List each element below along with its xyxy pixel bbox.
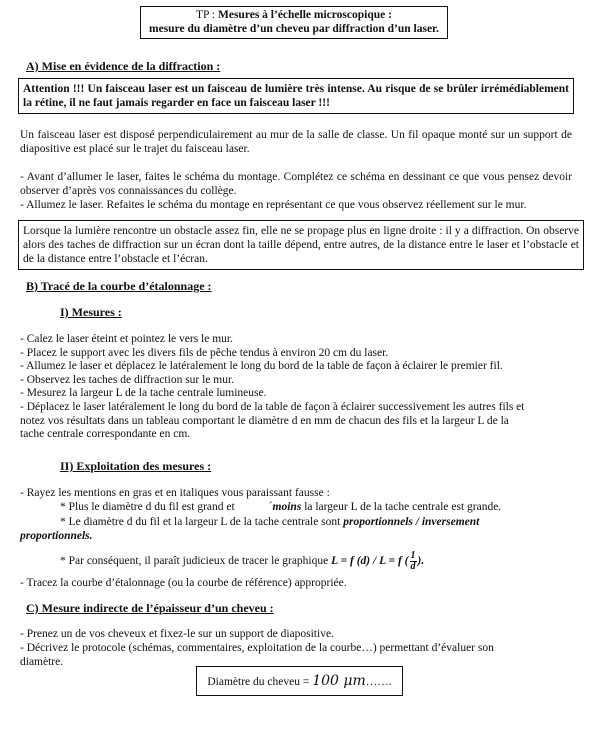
bullet-1-text-a: * Plus le diamètre d du fil est grand et: [60, 501, 235, 513]
section-a-heading: A) Mise en évidence de la diffraction :: [26, 59, 221, 73]
section-a-step1: - Avant d’allumer le laser, faites le schéma du montage. Complétez ce schéma en dessinant ce que vous pensez devoir observer d’après vos connaissances du collège.: [20, 171, 572, 197]
section-a-step2: - Allumez le laser. Refaites le schéma du montage en représentant ce que vous observez réellement sur le mur.: [20, 199, 527, 211]
bullet-1-choice: moins: [272, 501, 302, 513]
bullet-1-text-b: la largeur L de la tache centrale est grande.: [301, 501, 502, 513]
handwritten-answer: 100 μm: [312, 673, 366, 689]
fraction-numerator: 1: [410, 549, 416, 561]
answer-label: Diamètre du cheveu =: [207, 676, 313, 688]
mesures-list: [20, 333, 580, 442]
fraction-denominator: d: [410, 560, 416, 572]
bullet-3-text: * Par conséquent, il paraît judicieux de tracer le graphique: [60, 555, 332, 567]
section-b-heading: B) Tracé de la courbe d’étalonnage :: [26, 279, 212, 293]
list-item: notez vos résultats dans un tableau comportant le diamètre d en mm de chacun des fils et la largeur L de la: [20, 414, 509, 427]
list-item: - Déplacez le laser latéralement le long du bord de la table de façon à éclairer successivement les autres fils et: [20, 400, 525, 413]
list-item: - Mesurez la largeur L de la tache centrale lumineuse.: [20, 387, 267, 400]
section-c-item1: - Prenez un de vos cheveux et fixez-le sur un support de diapositive.: [20, 628, 334, 640]
subsection-mesures-heading: I) Mesures :: [60, 305, 122, 319]
bullet-2: [60, 516, 479, 530]
exploitation-end: - Tracez la courbe d’étalonnage (ou la courbe de référence) appropriée.: [20, 577, 347, 589]
list-item: - Observez les taches de diffraction sur le mur.: [20, 373, 235, 386]
bullet-2-continuation: proportionnels.: [20, 530, 93, 542]
bullet-3: [60, 550, 424, 572]
section-c-heading: C) Mesure indirecte de l’épaisseur d’un cheveu :: [26, 601, 274, 615]
exploitation-intro: - Rayez les mentions en gras et en italiques vous paraissant fausse :: [20, 487, 330, 499]
bullet-2-text: * Le diamètre d du fil et la largeur L de la tache centrale sont: [60, 516, 344, 528]
title-prefix: TP :: [196, 9, 218, 21]
subsection-exploitation-heading: II) Exploitation des mesures :: [60, 459, 212, 473]
bullet-1-mark: ´: [268, 501, 273, 513]
conclusion-box: Lorsque la lumière rencontre un obstacle assez fin, elle ne se propage plus en ligne droite : il y a diffraction. On observe alors des taches de diffraction sur un écran dont la taille dépend, entre autres, de la distance entre le laser et l’obstacle et de la distance entre l’obstacle et l’écran.: [18, 220, 584, 270]
bullet-1: [60, 501, 501, 515]
list-item: tache centrale correspondante en cm.: [20, 428, 191, 441]
list-item: - Placez le support avec les divers fils de pêche tendus à environ 20 cm du laser.: [20, 346, 389, 359]
section-c-item2: - Décrivez le protocole (schémas, commentaires, exploitation de la courbe…) permettant d’évaluer son: [20, 642, 494, 654]
title-line2: mesure du diamètre d’un cheveu par diffraction d’un laser.: [149, 23, 439, 35]
section-c-item2-continuation: diamètre.: [20, 656, 64, 668]
title-bold: Mesures à l’échelle microscopique :: [217, 9, 392, 21]
bullet-3-formula: L = f (d) / L = f (: [331, 555, 409, 567]
answer-dots: …….: [365, 676, 392, 688]
bullet-2-choice: proportionnels / inversement: [343, 516, 480, 528]
bullet-3-end: ).: [417, 555, 425, 567]
warning-box: Attention !!! Un faisceau laser est un faisceau de lumière très intense. Au risque de se brûler irrémédiablement la rétine, il ne faut jamais regarder en face un faisceau laser !!!: [18, 78, 574, 114]
title-box: [140, 6, 448, 39]
answer-box: [196, 666, 403, 696]
section-a-intro: Un faisceau laser est disposé perpendiculairement au mur de la salle de classe. Un fil opaque monté sur un support de diapositive est placé sur le trajet du faisceau laser.: [20, 129, 572, 155]
list-item: - Allumez le laser et déplacez le latéralement le long du bord de la table de façon à éclairer le premier fil.: [20, 360, 503, 373]
list-item: - Calez le laser éteint et pointez le vers le mur.: [20, 333, 233, 345]
title-line1: [141, 8, 447, 22]
fraction: [410, 551, 417, 572]
